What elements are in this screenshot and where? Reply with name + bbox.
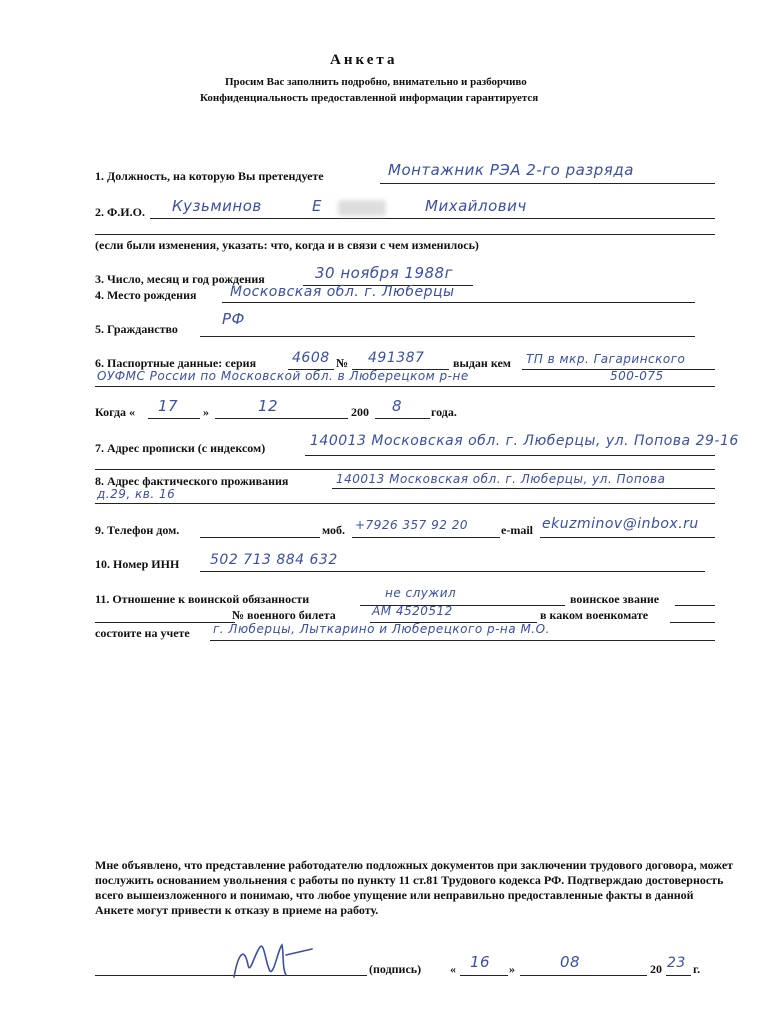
military-label: 11. Отношение к воинской обязанности bbox=[95, 592, 310, 606]
passport-series-label: 6. Паспортные данные: серия bbox=[95, 356, 257, 370]
legal-notice: Мне объявлено, что представление работодателю подложных документов при заключении трудового договора, может послужить основанием увольнения с работы по пункту 11 ст.81 Трудового кодекса РФ. Подтверждаю достоверность всего вышеизложенного и понимаю, что любое упущение или неправильно предоставленные факты в данной Анкете могут привести к отказу в приеме на работу. bbox=[95, 858, 734, 917]
birth-place-line bbox=[222, 302, 695, 303]
passport-series-value[interactable]: 4608 bbox=[292, 350, 330, 366]
actual-address-label: 8. Адрес фактического проживания bbox=[95, 474, 289, 488]
mobile-phone-label: моб. bbox=[322, 523, 346, 537]
military-office-value[interactable]: г. Люберцы, Лыткарино и Люберецкого р-на М.О. bbox=[213, 622, 550, 636]
military-office-post-line bbox=[670, 622, 715, 623]
passport-issued-by-1[interactable]: ТП в мкр. Гагаринского bbox=[526, 352, 686, 366]
military-rank-line bbox=[675, 605, 715, 606]
actual-address-line bbox=[332, 488, 715, 489]
fio-extra-line bbox=[95, 234, 715, 235]
passport-number-label: № bbox=[336, 356, 349, 370]
reg-address-line-2 bbox=[95, 469, 715, 470]
military-rank-label: воинское звание bbox=[570, 592, 660, 606]
page-subtitle-confidentiality: Конфиденциальность предоставленной информации гарантируется bbox=[200, 92, 539, 104]
military-value[interactable]: не служил bbox=[385, 586, 457, 600]
page-title: Анкета bbox=[330, 52, 398, 68]
position-value[interactable]: Монтажник РЭА 2-го разряда bbox=[388, 161, 634, 179]
mobile-phone-line bbox=[352, 537, 500, 538]
position-line bbox=[380, 183, 715, 184]
military-office-label: в каком военкомате bbox=[540, 608, 649, 622]
reg-address-value[interactable]: 140013 Московская обл. г. Люберцы, ул. Попова 29-16 bbox=[310, 433, 739, 449]
passport-year-prefix: 200 bbox=[351, 405, 369, 419]
mobile-phone-value[interactable]: +7926 357 92 20 bbox=[355, 518, 468, 532]
military-ticket-label: № военного билета bbox=[232, 608, 336, 622]
citizenship-label: 5. Гражданство bbox=[95, 322, 178, 336]
passport-month-line bbox=[215, 418, 348, 419]
redacted-name bbox=[338, 200, 386, 216]
citizenship-value[interactable]: РФ bbox=[222, 310, 245, 328]
fio-label: 2. Ф.И.О. bbox=[95, 205, 145, 219]
inn-label: 10. Номер ИНН bbox=[95, 557, 180, 571]
signature-scribble bbox=[220, 935, 330, 985]
sign-date-day-line bbox=[460, 975, 508, 976]
passport-issued-label: выдан кем bbox=[453, 356, 511, 370]
fio-surname[interactable]: Кузьминов bbox=[172, 197, 262, 215]
sign-date-open-quote: « bbox=[450, 962, 456, 976]
sign-date-year[interactable]: 23 bbox=[667, 955, 686, 971]
position-label: 1. Должность, на которую Вы претендуете bbox=[95, 169, 324, 183]
military-office-line bbox=[210, 640, 715, 641]
home-phone-label: 9. Телефон дом. bbox=[95, 523, 180, 537]
sign-date-day[interactable]: 16 bbox=[470, 953, 491, 971]
passport-day-value[interactable]: 17 bbox=[158, 397, 179, 415]
actual-address-value-2[interactable]: д.29, кв. 16 bbox=[97, 487, 176, 501]
fio-initial[interactable]: Е bbox=[312, 197, 322, 215]
page-subtitle-instructions: Просим Вас заполнить подробно, внимательно и разборчиво bbox=[225, 76, 527, 88]
birth-place-value[interactable]: Московская обл. г. Люберцы bbox=[230, 284, 455, 300]
passport-year-suffix: года. bbox=[431, 405, 457, 419]
passport-day-close: » bbox=[203, 405, 209, 419]
citizenship-line bbox=[200, 336, 695, 337]
fio-line bbox=[150, 218, 715, 219]
passport-issued-code[interactable]: 500-075 bbox=[610, 369, 664, 383]
birth-place-label: 4. Место рождения bbox=[95, 288, 197, 302]
military-ticket-value[interactable]: АМ 4520512 bbox=[372, 604, 453, 618]
sign-date-year-suffix: г. bbox=[693, 962, 701, 976]
passport-when-label: Когда « bbox=[95, 405, 136, 419]
email-line bbox=[540, 537, 715, 538]
email-value[interactable]: ekuzminov@inbox.ru bbox=[542, 516, 699, 532]
military-registered-label: состоите на учете bbox=[95, 626, 190, 640]
sign-date-year-line bbox=[666, 975, 691, 976]
actual-address-line-2 bbox=[95, 503, 715, 504]
passport-month-value[interactable]: 12 bbox=[258, 397, 279, 415]
passport-number-value[interactable]: 491387 bbox=[368, 350, 425, 366]
birth-date-label: 3. Число, месяц и год рождения bbox=[95, 272, 265, 286]
home-phone-line bbox=[200, 537, 320, 538]
passport-issued-by-2[interactable]: ОУФМС России по Московской обл. в Люберецком р-не bbox=[97, 369, 469, 383]
sign-date-month[interactable]: 08 bbox=[560, 953, 581, 971]
reg-address-label: 7. Адрес прописки (с индексом) bbox=[95, 441, 266, 455]
birth-date-value[interactable]: 30 ноября 1988г bbox=[315, 264, 453, 282]
sign-date-month-line bbox=[520, 975, 647, 976]
passport-day-line bbox=[148, 418, 200, 419]
signature-label: (подпись) bbox=[369, 962, 422, 976]
passport-year-value[interactable]: 8 bbox=[392, 397, 403, 415]
passport-year-line bbox=[375, 418, 430, 419]
changes-note: (если были изменения, указать: что, когда и в связи с чем изменилось) bbox=[95, 238, 479, 252]
inn-value[interactable]: 502 713 884 632 bbox=[210, 552, 338, 568]
sign-date-close-quote: » bbox=[509, 962, 515, 976]
actual-address-value-1[interactable]: 140013 Московская обл. г. Люберцы, ул. Попова bbox=[336, 472, 666, 486]
fio-patronymic[interactable]: Михайлович bbox=[425, 197, 527, 215]
reg-address-line bbox=[305, 455, 715, 456]
inn-line bbox=[200, 571, 705, 572]
sign-date-year-prefix: 20 bbox=[650, 962, 662, 976]
email-label: e-mail bbox=[501, 523, 533, 537]
passport-issued-line-2 bbox=[95, 386, 715, 387]
